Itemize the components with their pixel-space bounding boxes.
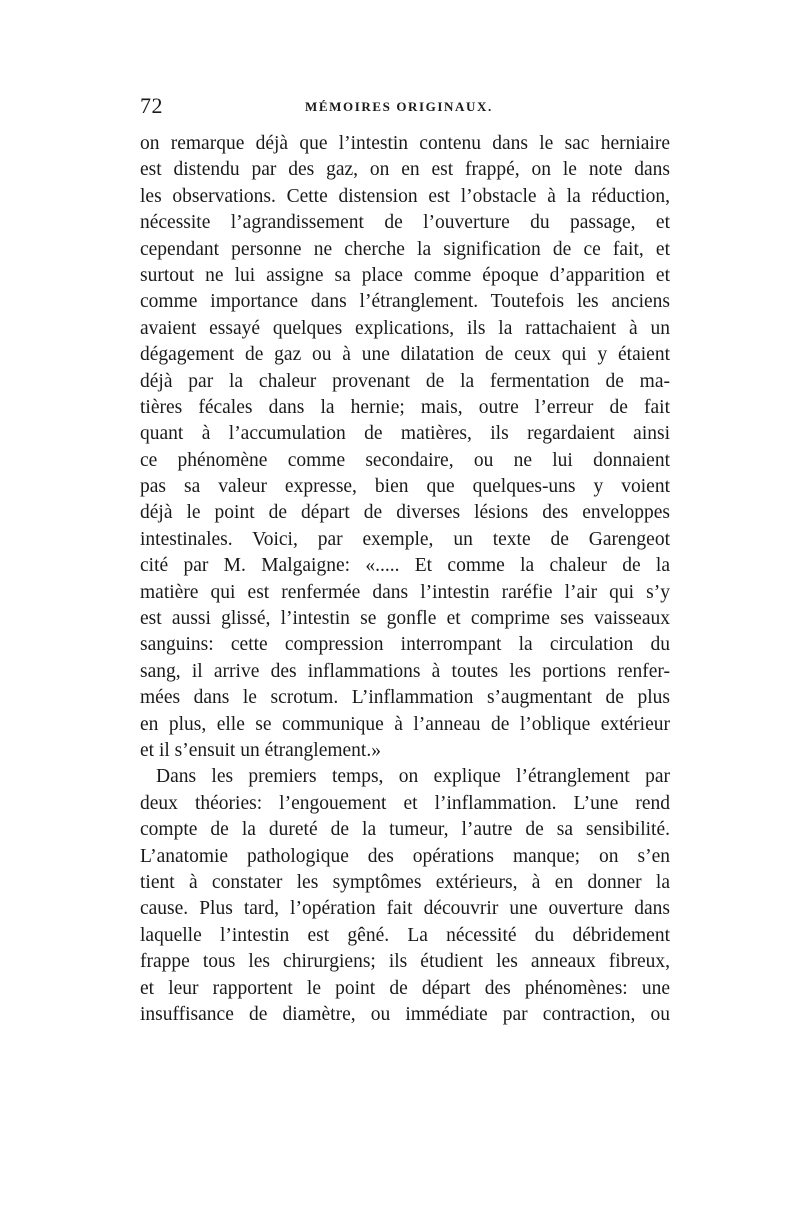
text-line: surtout ne lui assigne sa place comme époque d’apparition et bbox=[140, 264, 670, 286]
text-line: matière qui est renfermée dans l’intestin raréfie l’air qui s’y bbox=[140, 581, 670, 603]
paragraph bbox=[140, 131, 670, 764]
text-line: pas sa valeur expresse, bien que quelques-uns y voient bbox=[140, 476, 670, 498]
text-line: frappe tous les chirurgiens; ils étudient les anneaux fibreux, bbox=[140, 951, 670, 973]
text-line: mées dans le scrotum. L’inflammation s’augmentant de plus bbox=[140, 687, 670, 709]
text-line: deux théories: l’engouement et l’inflammation. L’une rend bbox=[140, 792, 670, 814]
text-line: intestinales. Voici, par exemple, un texte de Garengeot bbox=[140, 528, 670, 550]
text-line: compte de la dureté de la tumeur, l’autre de sa sensibilité. bbox=[140, 819, 670, 841]
text-line: laquelle l’intestin est gêné. La nécessité du débridement bbox=[140, 924, 670, 946]
text-line: et il s’ensuit un étranglement.» bbox=[140, 739, 381, 761]
text-line: sang, il arrive des inflammations à toutes les portions renfer- bbox=[140, 660, 670, 682]
page-number: 72 bbox=[140, 93, 163, 118]
text-line: est distendu par des gaz, on en est frappé, on le note dans bbox=[140, 159, 670, 181]
text-line: déjà par la chaleur provenant de la fermentation de ma- bbox=[140, 370, 670, 392]
paragraph bbox=[140, 764, 670, 1028]
text-line: cause. Plus tard, l’opération fait découvrir une ouverture dans bbox=[140, 898, 670, 920]
text-line: les observations. Cette distension est l’obstacle à la réduction, bbox=[140, 185, 670, 207]
text-line: tient à constater les symptômes extérieurs, à en donner la bbox=[140, 871, 670, 893]
text-line: cependant personne ne cherche la signification de ce fait, et bbox=[140, 238, 670, 260]
text-line: et leur rapportent le point de départ des phénomènes: une bbox=[140, 977, 670, 999]
text-line: nécessite l’agrandissement de l’ouverture du passage, et bbox=[140, 212, 670, 234]
text-line: comme importance dans l’étranglement. Toutefois les anciens bbox=[140, 291, 670, 313]
text-line: insuffisance de diamètre, ou immédiate par contraction, ou bbox=[140, 1003, 670, 1025]
text-line: sanguins: cette compression interrompant la circulation du bbox=[140, 634, 670, 656]
text-line: est aussi glissé, l’intestin se gonfle et comprime ses vaisseaux bbox=[140, 608, 670, 630]
text-line: avaient essayé quelques explications, ils la rattachaient à un bbox=[140, 317, 670, 339]
text-line: quant à l’accumulation de matières, ils regardaient ainsi bbox=[140, 423, 670, 445]
text-line: L’anatomie pathologique des opérations manque; on s’en bbox=[140, 845, 670, 867]
text-line: cité par M. Malgaigne: «..... Et comme la chaleur de la bbox=[140, 555, 670, 577]
text-line: en plus, elle se communique à l’anneau de l’oblique extérieur bbox=[140, 713, 670, 735]
text-line: dégagement de gaz ou à une dilatation de ceux qui y étaient bbox=[140, 344, 670, 366]
text-line: ce phénomène comme secondaire, ou ne lui donnaient bbox=[140, 449, 670, 471]
page-header bbox=[140, 93, 670, 123]
running-title: MÉMOIRES ORIGINAUX. bbox=[305, 99, 493, 114]
text-line: déjà le point de départ de diverses lésions des enveloppes bbox=[140, 502, 670, 524]
text-line: tières fécales dans la hernie; mais, outre l’erreur de fait bbox=[140, 396, 670, 418]
body-text bbox=[140, 131, 670, 1028]
text-line: Dans les premiers temps, on explique l’étranglement par bbox=[156, 766, 670, 788]
text-line: on remarque déjà que l’intestin contenu dans le sac herniaire bbox=[140, 133, 670, 154]
